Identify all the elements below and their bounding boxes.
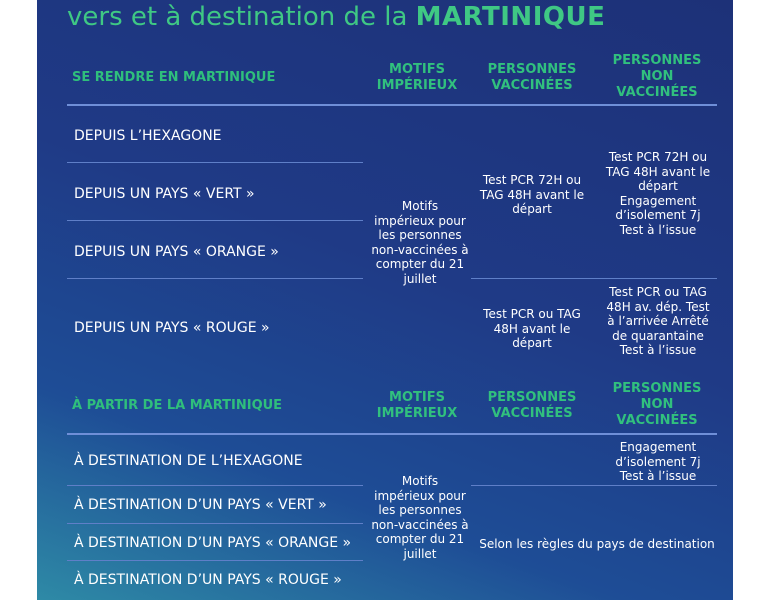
title-prefix: vers et à destination de la (67, 2, 408, 32)
destination-divider (471, 485, 717, 486)
row-divider (67, 560, 363, 561)
col-non-vaccinees-header-1: PERSONNES NON VACCINÉES (612, 53, 702, 100)
title-emphasis: MARTINIQUE (415, 2, 606, 32)
section1-vaccinees-cell-b: Test PCR ou TAG 48H avant le départ (483, 307, 581, 350)
poster (37, 0, 733, 600)
row-destination-pays-rouge: À DESTINATION D’UN PAYS « ROUGE » (74, 572, 342, 588)
row-depuis-pays-rouge: DEPUIS UN PAYS « ROUGE » (74, 320, 270, 336)
section1-non-vaccinees-cell-a: Test PCR 72H ou TAG 48H avant le départ Engagement d’isolement 7j Test à l’issue (605, 150, 711, 237)
row-depuis-pays-orange: DEPUIS UN PAYS « ORANGE » (74, 244, 279, 260)
section2-header: À PARTIR DE LA MARTINIQUE (72, 398, 283, 413)
section1-vaccinees-cell-a: Test PCR 72H ou TAG 48H avant le départ (479, 173, 585, 216)
col-motifs-header-1: MOTIFS IMPÉRIEUX (376, 62, 458, 93)
row-depuis-pays-vert: DEPUIS UN PAYS « VERT » (74, 186, 255, 202)
section2-motifs-cell: Motifs impérieux pour les personnes non-vaccinées à compter du 21 juillet (371, 474, 469, 561)
section2-non-vaccinees-hexagone-cell: Engagement d’isolement 7j Test à l’issue (615, 440, 701, 483)
section1-header-rule (67, 104, 717, 106)
section1-non-vaccinees-cell-b: Test PCR ou TAG 48H av. dép. Test à l’arrivée Arrêté de quarantaine Test à l’issue (606, 285, 710, 357)
row-divider (67, 162, 363, 163)
row-destination-pays-vert: À DESTINATION D’UN PAYS « VERT » (74, 497, 327, 513)
col-non-vaccinees-header-2: PERSONNES NON VACCINÉES (612, 381, 702, 428)
row-destination-hexagone: À DESTINATION DE L’HEXAGONE (74, 453, 303, 469)
row-depuis-hexagone: DEPUIS L’HEXAGONE (74, 128, 222, 144)
section2-pays-cell: Selon les règles du pays de destination (479, 537, 715, 551)
poster-title (67, 2, 605, 32)
section1-motifs-cell: Motifs impérieux pour les personnes non-vaccinées à compter du 21 juillet (371, 199, 469, 286)
section1-header: SE RENDRE EN MARTINIQUE (72, 70, 276, 85)
row-divider (67, 485, 363, 486)
col-motifs-header-2: MOTIFS IMPÉRIEUX (376, 390, 458, 421)
row-divider (67, 220, 363, 221)
col-vaccinees-header-2: PERSONNES VACCINÉES (487, 390, 577, 421)
section2-header-rule (67, 433, 717, 435)
col-vaccinees-header-1: PERSONNES VACCINÉES (487, 62, 577, 93)
row-divider (67, 278, 363, 279)
vaccination-divider (471, 278, 717, 279)
row-divider (67, 523, 363, 524)
row-destination-pays-orange: À DESTINATION D’UN PAYS « ORANGE » (74, 535, 352, 551)
